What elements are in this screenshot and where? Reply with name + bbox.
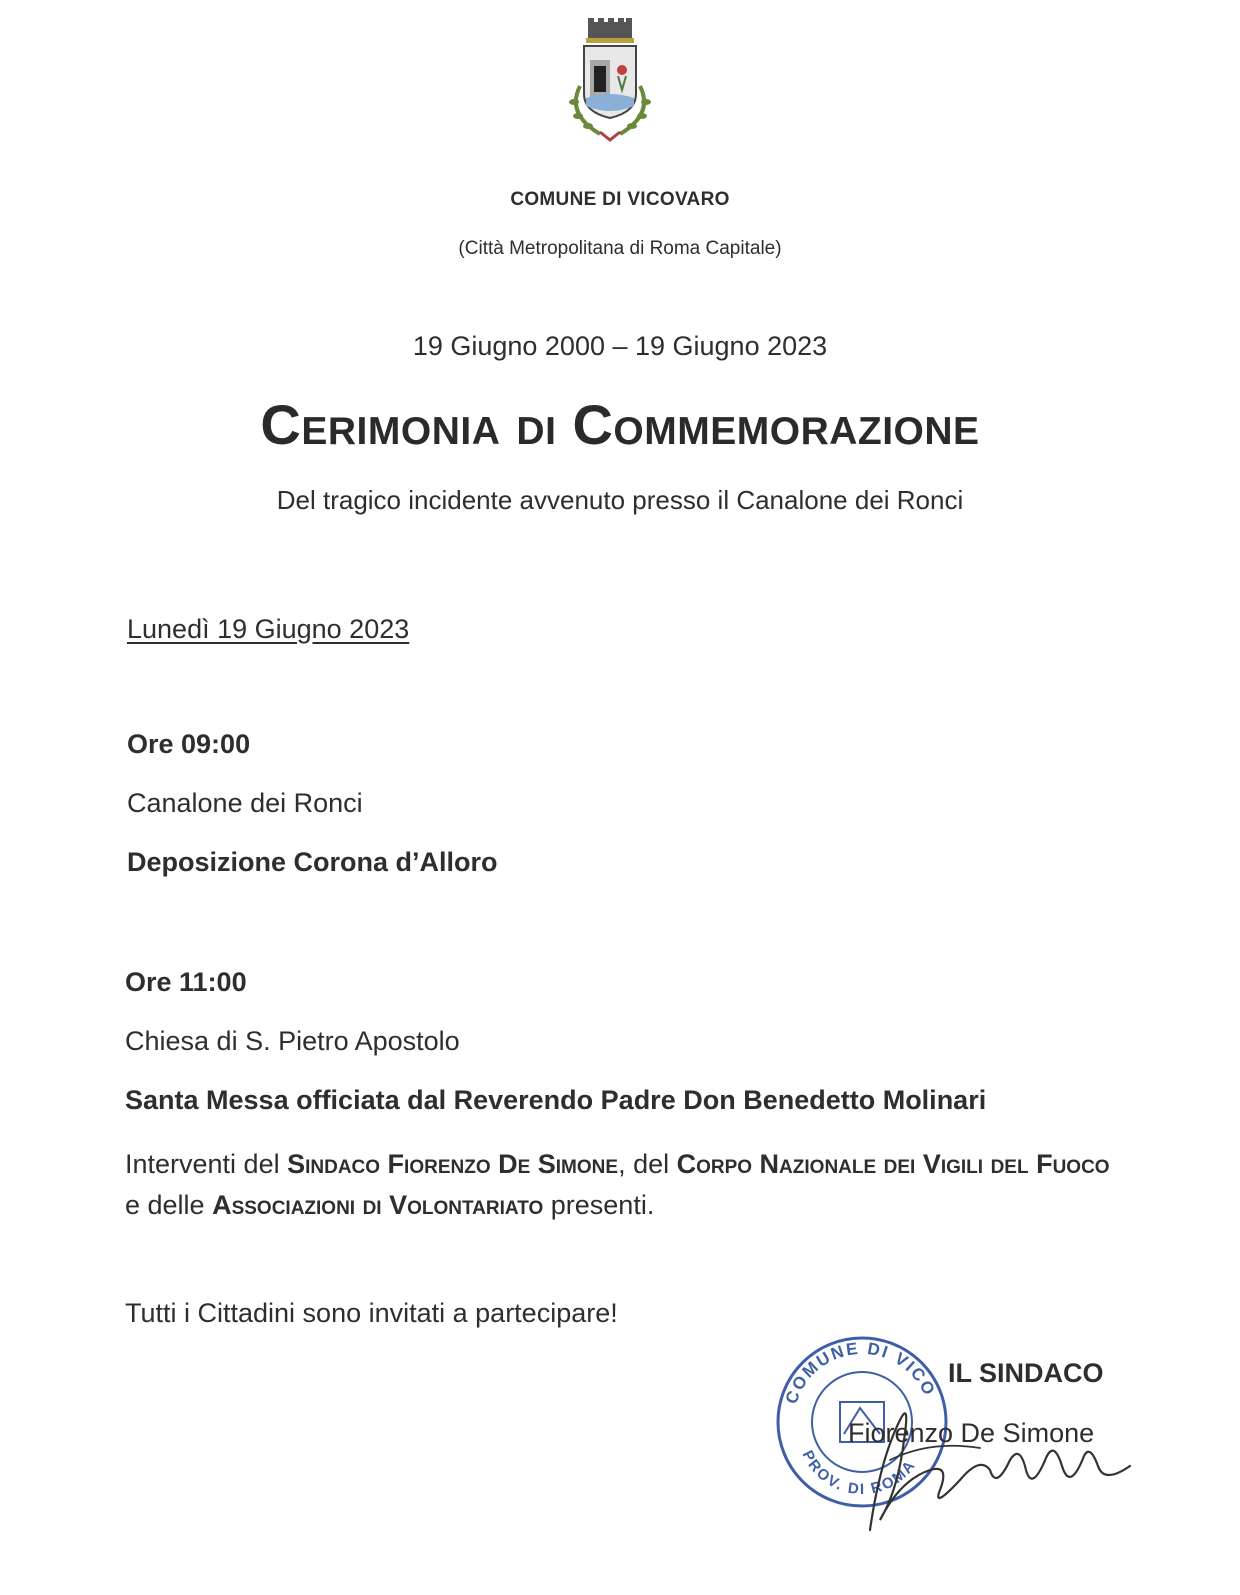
municipal-crest-logo	[560, 16, 660, 146]
speaker-volunteer-associations: Associazioni di Volontariato	[212, 1190, 544, 1220]
speeches-text-4: presenti.	[543, 1190, 655, 1220]
stamp-bottom-text: PROV. DI ROMA	[798, 1447, 920, 1499]
event-1-description: Deposizione Corona d’Alloro	[127, 847, 498, 877]
speeches-text-3: e delle	[125, 1190, 213, 1220]
signatory-name: Fiorenzo De Simone	[848, 1418, 1095, 1448]
event-2-place: Chiesa di S. Pietro Apostolo	[125, 1026, 460, 1056]
speeches-text-2: , del	[618, 1149, 677, 1179]
speeches-paragraph	[125, 1144, 1125, 1226]
speaker-mayor: Sindaco Fiorenzo De Simone	[287, 1149, 619, 1179]
event-1-time: Ore 09:00	[127, 729, 251, 759]
event-2-time: Ore 11:00	[125, 967, 247, 997]
anniversary-dates: 19 Giugno 2000 – 19 Giugno 2023	[412, 331, 828, 361]
speaker-fire-brigade: Corpo Nazionale dei Vigili del Fuoco	[676, 1149, 1110, 1179]
handwritten-signature	[840, 1400, 1140, 1540]
municipality-subtitle: (Città Metropolitana di Roma Capitale)	[458, 238, 782, 259]
event-day: Lunedì 19 Giugno 2023	[127, 614, 410, 644]
municipality-name: COMUNE DI VICOVARO	[510, 189, 730, 210]
stamp-top-text: COMUNE DI VICO	[781, 1338, 940, 1407]
event-2-description: Santa Messa officiata dal Reverendo Padre Don Benedetto Molinari	[125, 1085, 987, 1115]
speeches-text-1: Interventi del	[125, 1149, 288, 1179]
page-subtitle: Del tragico incidente avvenuto presso il Canalone dei Ronci	[276, 485, 964, 515]
event-1-place: Canalone dei Ronci	[127, 788, 363, 818]
signatory-title: IL SINDACO	[948, 1358, 1104, 1388]
invitation-text: Tutti i Cittadini sono invitati a partecipare!	[125, 1298, 618, 1328]
page-title: Cerimonia di Commemorazione	[260, 393, 980, 456]
